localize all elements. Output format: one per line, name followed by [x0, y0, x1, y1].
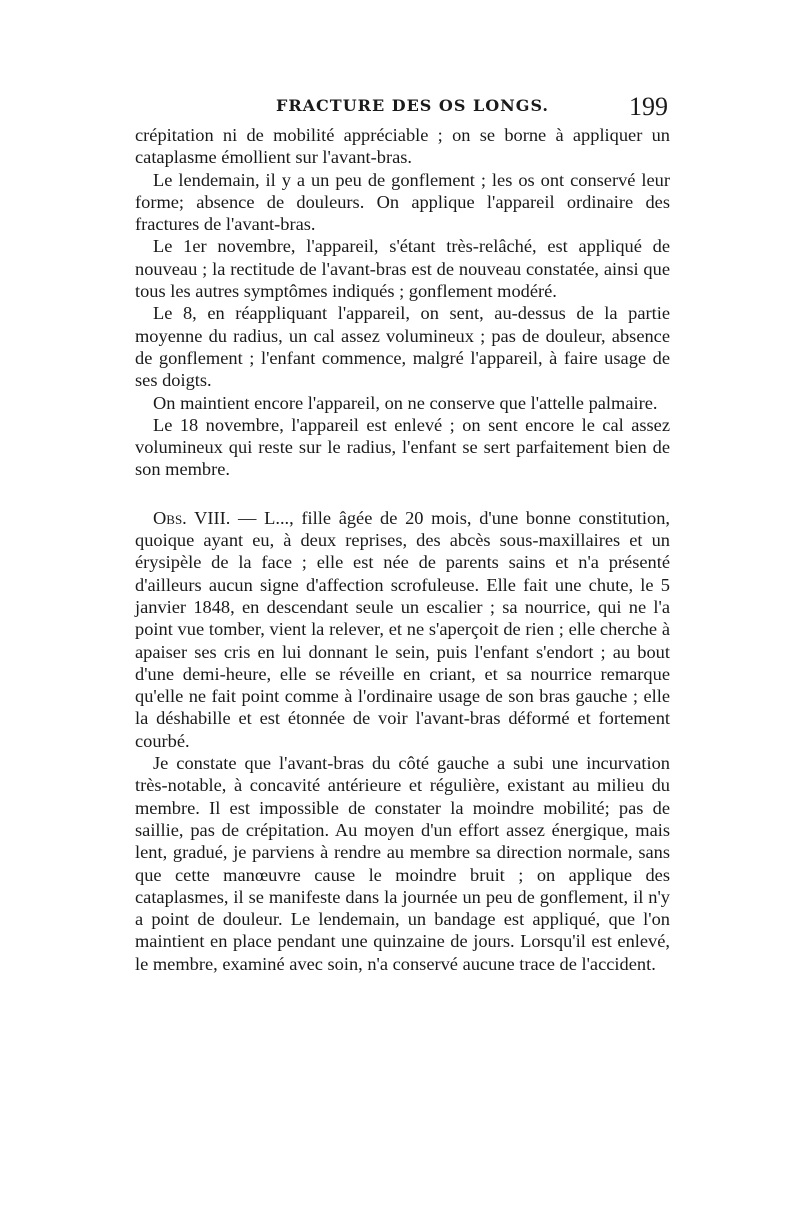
body-text	[135, 124, 670, 975]
paragraph: Le 1er novembre, l'appareil, s'étant très-relâché, est appliqué de nouveau ; la rectitude de l'avant-bras est de nouveau constatée, ainsi que tous les autres symptômes indiqués ; gonflement modéré.	[135, 236, 670, 302]
paragraph: crépitation ni de mobilité appréciable ; on se borne à appliquer un cataplasme émollient sur l'avant-bras.	[135, 125, 670, 168]
running-title: FRACTURE DES OS LONGS.	[275, 96, 549, 115]
page-number: 199	[629, 92, 668, 121]
observation-label: Obs. VIII.	[153, 507, 231, 528]
observation-text: — L..., fille âgée de 20 mois, d'une bonne constitution, quoique ayant eu, à deux reprises, des abcès sous-maxillaires et un érysipèle de la face ; elle est née de parents sains et n'a présenté d'ailleurs aucun signe d'affection scrofuleuse. Elle fait une chute, le 5 janvier 1848, en descendant seule un escalier ; sa nourrice, qui ne l'a point vue tomber, vient la relever, et ne s'aperçoit de rien ; elle cherche à apaiser ses cris en lui donnant le sein, puis l'enfant s'endort ; au bout d'une demi-heure, elle se réveille en criant, et sa nourrice remarque qu'elle ne fait point comme à l'ordinaire usage de son bras gauche ; elle la déshabille et est étonnée de voir l'avant-bras déformé et fortement courbé.	[135, 507, 670, 751]
section-gap	[135, 481, 670, 507]
book-page	[135, 92, 670, 975]
paragraph: Le 8, en réappliquant l'appareil, on sent, au-dessus de la partie moyenne du radius, un cal assez volumineux ; pas de douleur, absence de gonflement ; l'enfant commence, malgré l'appareil, à faire usage de ses doigts.	[135, 303, 670, 391]
observation-continuation: Je constate que l'avant-bras du côté gauche a subi une incurvation très-notable, à concavité antérieure et régulière, existant au milieu du membre. Il est impossible de constater la moindre mobilité; pas de saillie, pas de crépitation. Au moyen d'un effort assez énergique, mais lent, gradué, je parviens à rendre au membre sa direction normale, sans que cette manœuvre cause le moindre bruit ; on applique des cataplasmes, il se manifeste dans la journée un peu de gonflement, il n'y a point de douleur. Le lendemain, un bandage est appliqué, que l'on maintient en place pendant une quinzaine de jours. Lorsqu'il est enlevé, le membre, examiné avec soin, n'a conservé aucune trace de l'accident.	[135, 753, 670, 974]
running-head	[135, 92, 670, 122]
paragraph: Le 18 novembre, l'appareil est enlevé ; on sent encore le cal assez volumineux qui reste sur le radius, l'enfant se sert parfaitement bien de son membre.	[135, 414, 670, 480]
paragraph: On maintient encore l'appareil, on ne conserve que l'attelle palmaire.	[153, 392, 658, 413]
observation-paragraph	[135, 507, 670, 752]
paragraph: Le lendemain, il y a un peu de gonflement ; les os ont conservé leur forme; absence de douleurs. On applique l'appareil ordinaire des fractures de l'avant-bras.	[135, 169, 670, 235]
